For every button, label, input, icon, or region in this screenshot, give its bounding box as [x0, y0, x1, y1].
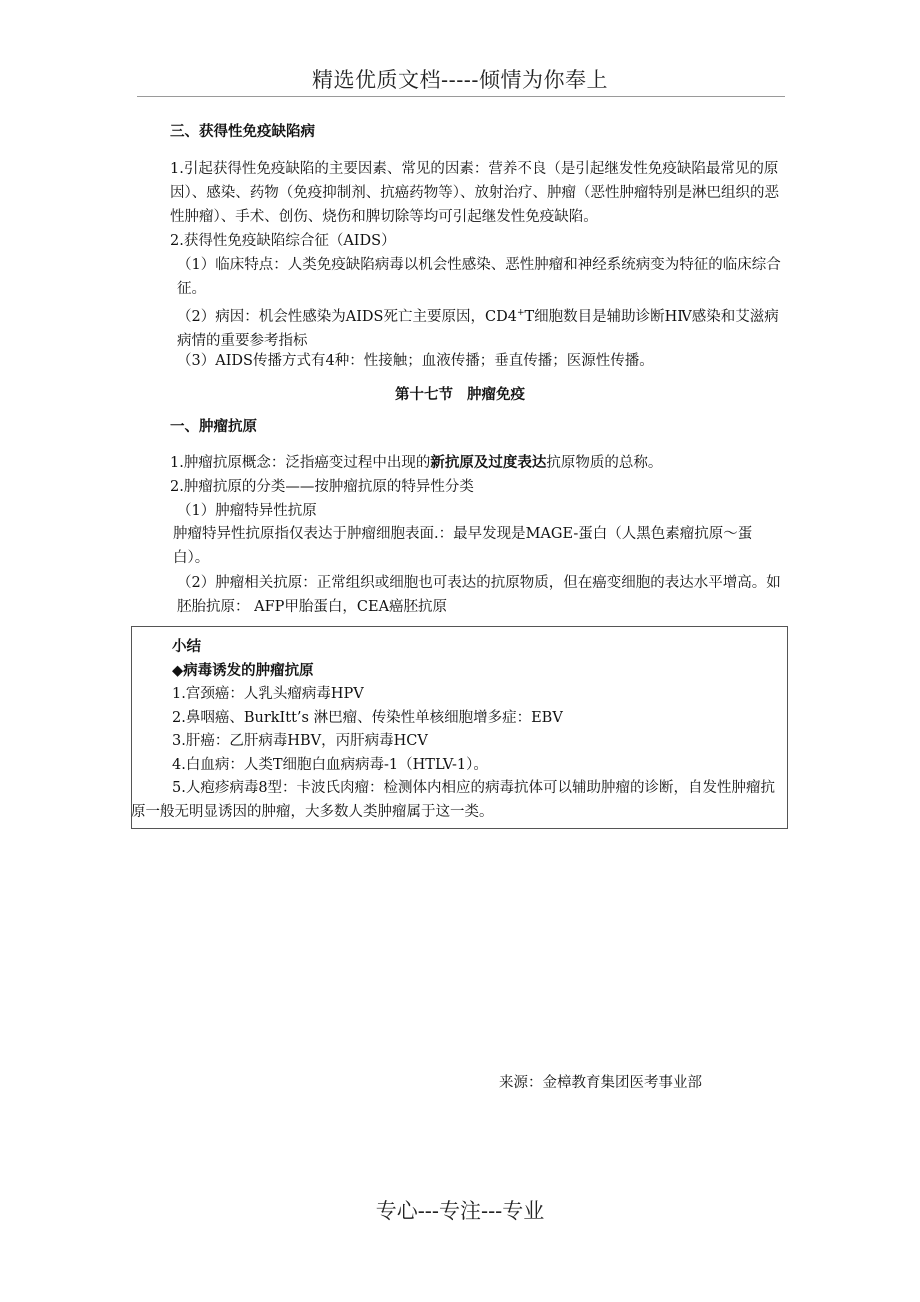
summary-item: 4.白血病：人类T细胞白血病病毒-1（HTLV-1）。: [172, 756, 488, 773]
summary-title: 小结: [172, 639, 201, 655]
summary-item: 1.宫颈癌：人乳头瘤病毒HPV: [172, 686, 364, 702]
paragraph-transmission: （3）AIDS传播方式有4种：性接触；血液传播；垂直传播；医源性传播。: [177, 353, 654, 369]
section-17-title: [0, 383, 920, 404]
paragraph-specific-antigen: （1）肿瘤特异性抗原: [177, 503, 317, 519]
paragraph-clinical-features: [177, 253, 784, 301]
summary-item: 2.鼻咽癌、BurkⅠtt’s 淋巴瘤、传染性单核细胞增多症：EBV: [172, 709, 563, 726]
paragraph-aids-title: 2.获得性免疫缺陷综合征（AIDS）: [170, 233, 396, 249]
summary-item: 3.肝癌：乙肝病毒HBV，丙肝病毒HCV: [172, 733, 428, 749]
etiology-text-b: T细胞数目是辅助诊断HⅣ感染和艾滋病病情的重要参考指标: [177, 308, 779, 349]
concept-text-a: 1.肿瘤抗原概念：泛指癌变过程中出现的: [170, 455, 431, 471]
etiology-text-a: （2）病因：机会性感染为AIDS死亡主要原因，CD4: [177, 308, 517, 325]
summary-content: [131, 636, 776, 824]
paragraph-antigen-concept: [170, 451, 784, 475]
section-heading-acquired-immunodeficiency: 三、获得性免疫缺陷病: [170, 124, 315, 140]
page-header: 精选优质文档-----倾情为你奉上: [312, 68, 608, 92]
source-attribution: 来源：金樟教育集团医考事业部: [499, 1075, 702, 1091]
tumor-antigen-heading: 一、肿瘤抗原: [170, 419, 257, 435]
paragraph-causes: 1.引起获得性免疫缺陷的主要因素、常见的因素：营养不良（是引起继发性免疫缺陷最常见的原因）、感染、药物（免疫抑制剂、抗癌药物等）、放射治疗、肿瘤（恶性肿瘤特别是淋巴组织的恶性肿瘤）、手术、创伤、烧伤和脾切除等均可引起继发性免疫缺陷。: [170, 161, 779, 225]
section-name: 肿瘤免疫: [467, 387, 525, 403]
specific-detail-text: 肿瘤特异性抗原指仅表达于肿瘤细胞表面.：最早发现是MAGE-蛋白（人黑色素瘤抗原～蛋白）。: [173, 526, 753, 566]
section-number: 第十七节: [395, 387, 453, 403]
concept-text-b: 抗原物质的总称。: [546, 455, 663, 471]
page-footer: 专心---专注---专业: [375, 1199, 545, 1223]
paragraph-specific-antigen-detail: [170, 522, 784, 570]
paragraph-associated-antigen: [170, 571, 784, 619]
cd4-superscript: +: [516, 308, 525, 318]
header-divider: [137, 96, 785, 97]
concept-emphasis: 新抗原及过度表达: [430, 455, 547, 471]
summary-box: [131, 626, 788, 829]
paragraph-antigen-classification: 2.肿瘤抗原的分类——按肿瘤抗原的特异性分类: [170, 479, 474, 495]
summary-item: 5.人疱疹病毒8型：卡波氏肉瘤：检测体内相应的病毒抗体可以辅助肿瘤的诊断，自发性肿瘤抗原一般无明显诱因的肿瘤，大多数人类肿瘤属于这一类。: [131, 780, 776, 820]
summary-subtitle: ◆病毒诱发的肿瘤抗原: [172, 662, 314, 679]
associated-text: （2）肿瘤相关抗原：正常组织或细胞也可表达的抗原物质，但在癌变细胞的表达水平增高。如胚胎抗原： AFP甲胎蛋白，CEA癌胚抗原: [177, 575, 781, 615]
paragraph-etiology: [177, 301, 784, 353]
clinical-features-text: （1）临床特点：人类免疫缺陷病毒以机会性感染、恶性肿瘤和神经系统病变为特征的临床综合征。: [177, 257, 781, 297]
